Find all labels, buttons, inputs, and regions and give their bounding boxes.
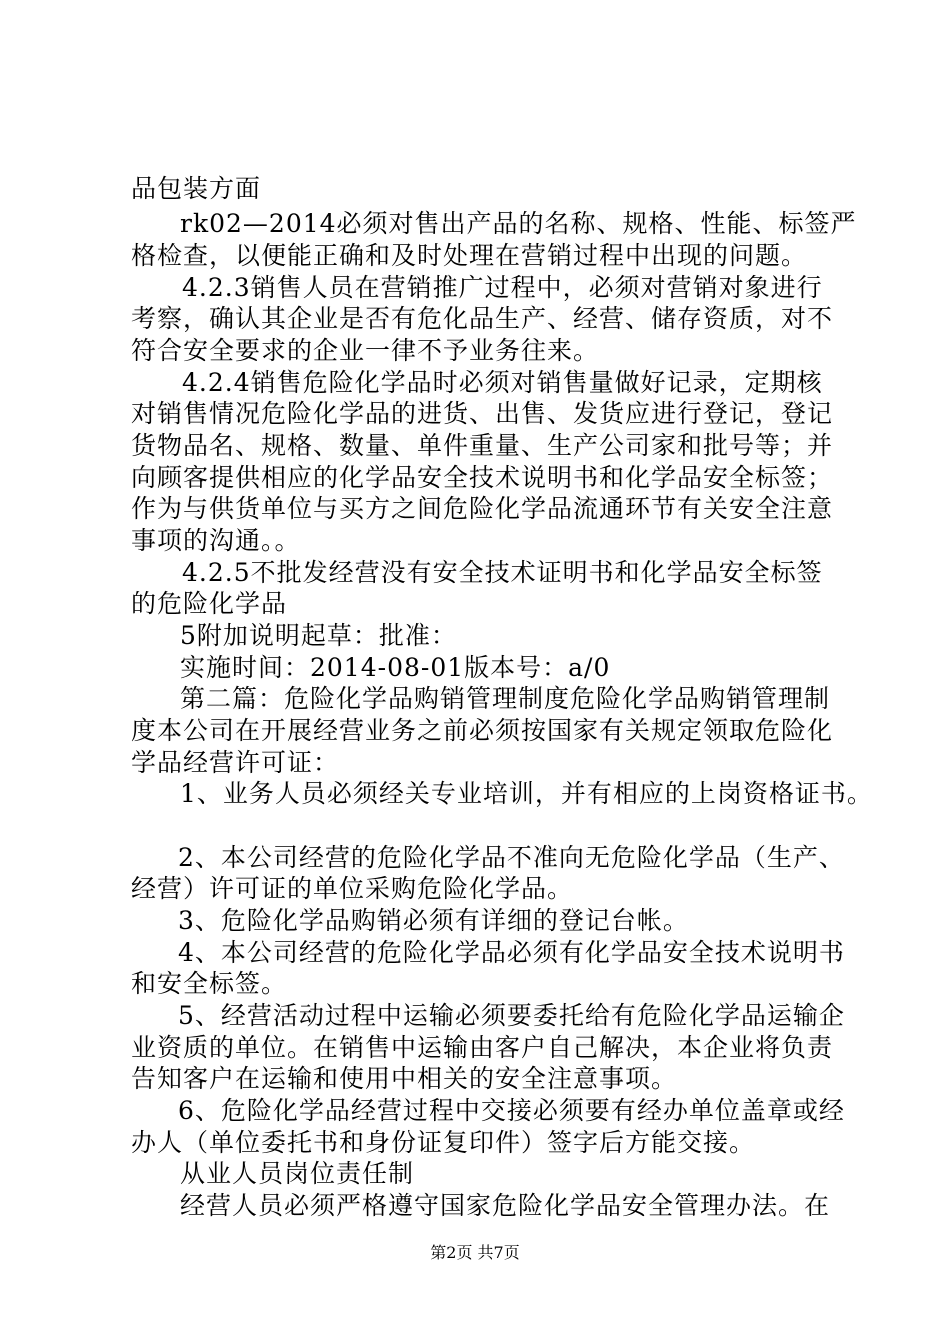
text-line: 4.2.4销售危险化学品时必须对销售量做好记录，定期核 — [182, 368, 823, 397]
text-line: 和安全标签。 — [131, 969, 288, 998]
text-line: 5、经营活动过程中运输必须要委托给有危险化学品运输企 — [178, 1001, 845, 1030]
text-line: 度本公司在开展经营业务之前必须按国家有关规定领取危险化 — [131, 716, 834, 745]
text-line: 经营）许可证的单位采购危险化学品。 — [131, 874, 574, 903]
text-line: 3、危险化学品购销必须有详细的登记台帐。 — [178, 906, 689, 935]
text-line: 的危险化学品 — [131, 589, 288, 618]
text-line: 经营人员必须严格遵守国家危险化学品安全管理办法。在 — [180, 1191, 831, 1220]
text-line: 5附加说明起草：批准： — [180, 621, 457, 650]
text-line: 对销售情况危险化学品的进货、出售、发货应进行登记，登记 — [131, 399, 834, 428]
text-line: 4.2.3销售人员在营销推广过程中，必须对营销对象进行 — [182, 273, 823, 302]
text-line: 学品经营许可证： — [131, 748, 340, 777]
text-line: 4.2.5不批发经营没有安全技术证明书和化学品安全标签 — [182, 558, 823, 587]
text-line: 6、危险化学品经营过程中交接必须要有经办单位盖章或经 — [178, 1096, 845, 1125]
text-line: 品包装方面 — [131, 174, 262, 203]
text-line: 作为与供货单位与买方之间危险化学品流通环节有关安全注意 — [131, 494, 834, 523]
text-line: 告知客户在运输和使用中相关的安全注意事项。 — [131, 1064, 678, 1093]
text-line: 业资质的单位。在销售中运输由客户自己解决，本企业将负责 — [131, 1033, 834, 1062]
text-line: 实施时间：2014-08-01版本号：a/0 — [180, 653, 611, 682]
text-line: 符合安全要求的企业一律不予业务往来。 — [131, 336, 600, 365]
text-line: 4、本公司经营的危险化学品必须有化学品安全技术说明书 — [178, 938, 845, 967]
text-line: rk02—2014必须对售出产品的名称、规格、性能、标签严 — [180, 209, 857, 238]
text-line: 1、业务人员必须经关专业培训，并有相应的上岗资格证书。 — [180, 779, 873, 808]
text-line: 事项的沟通。。 — [131, 526, 301, 555]
text-line: 货物品名、规格、数量、单件重量、生产公司家和批号等；并 — [131, 431, 834, 460]
page-number-footer: 第2页 共7页 — [430, 1243, 520, 1262]
text-line: 格检查，以便能正确和及时处理在营销过程中出现的问题。 — [131, 241, 808, 270]
text-line: 2、本公司经营的危险化学品不准向无危险化学品（生产、 — [178, 843, 845, 872]
text-line: 办人（单位委托书和身份证复印件）签字后方能交接。 — [131, 1128, 756, 1157]
text-line: 向顾客提供相应的化学品安全技术说明书和化学品安全标签； — [131, 463, 834, 492]
text-line: 考察，确认其企业是否有危化品生产、经营、储存资质，对不 — [131, 304, 834, 333]
text-line: 从业人员岗位责任制 — [180, 1159, 415, 1188]
text-line: 第二篇：危险化学品购销管理制度危险化学品购销管理制 — [180, 684, 831, 713]
